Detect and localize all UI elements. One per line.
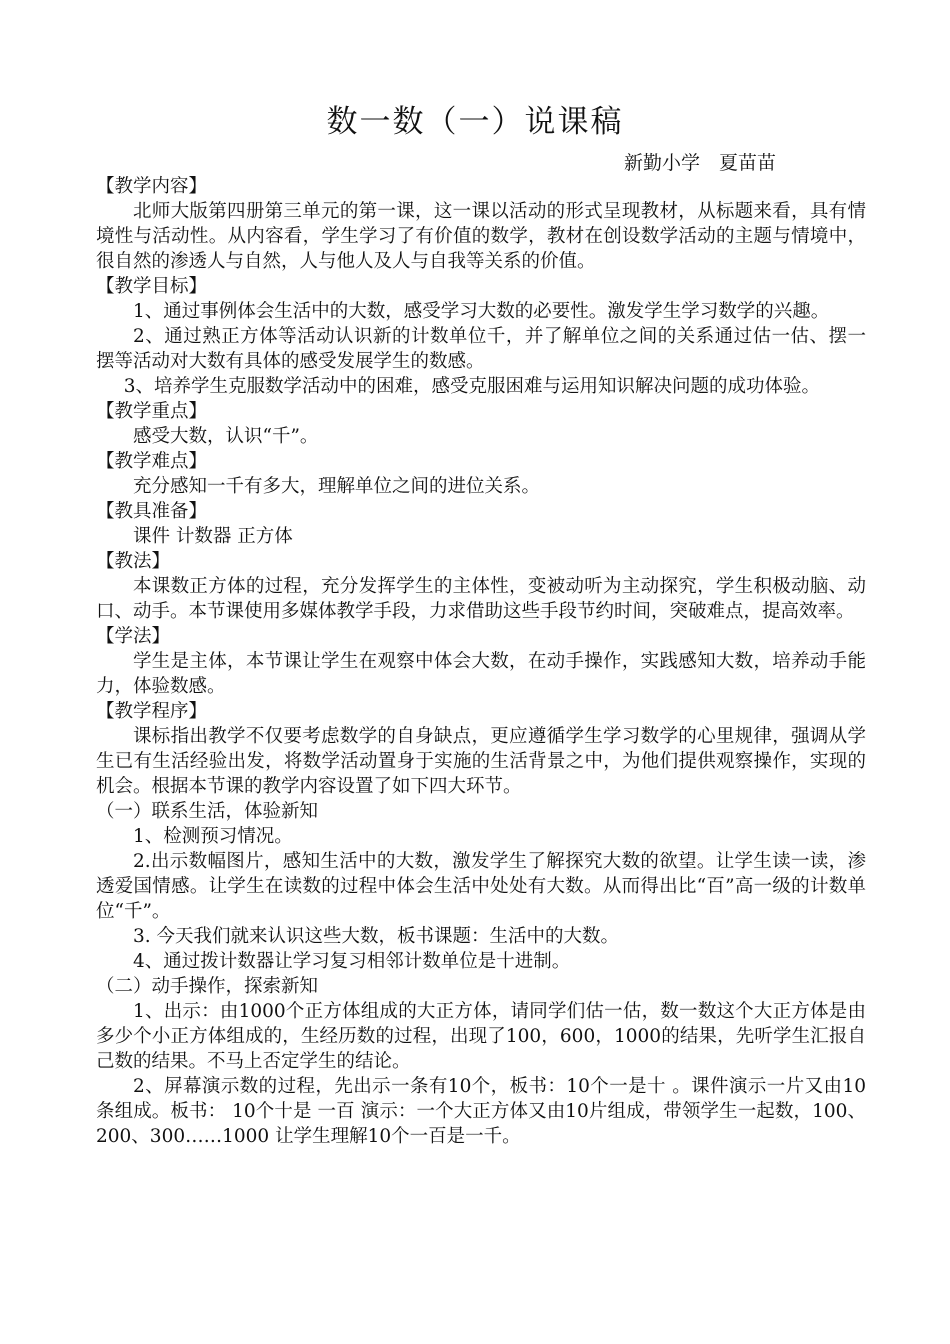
paragraph: 4、通过拨计数器让学习复习相邻计数单位是十进制。 [133,951,571,972]
paragraph: 北师大版第四册第三单元的第一课，这一课以活动的形式呈现教材，从标题来看，具有情境性与活动性。从内容看，学生学习了有价值的数学，教材在创设数学活动的主题与情境中，很自然的渗透人与自然，人与他人及人与自我等关系的价值。 [96,201,866,272]
paragraph: 2、屏幕演示数的过程，先出示一条有10个，板书：10个一是十 。课件演示一片又由10条组成。板书： 10个十是 一百 演示：一个大正方体又由10片组成，带领学生一起数，100、200、300……1000 让学生理解10个一百是一千。 [96,1076,866,1147]
paragraph: 2.出示数幅图片，感知生活中的大数，激发学生了解探究大数的欲望。让学生读一读，渗透爱国情感。让学生在读数的过程中体会生活中处处有大数。从而得出比“百”高一级的计数单位“千”。 [96,851,866,922]
paragraph: 2、通过熟正方体等活动认识新的计数单位千，并了解单位之间的关系通过估一估、摆一摆等活动对大数有具体的感受发展学生的数感。 [96,326,866,372]
paragraph: 感受大数，认识“千”。 [133,426,319,447]
subsection-heading: （一）联系生活，体验新知 [96,801,319,822]
paragraph: 1、通过事例体会生活中的大数，感受学习大数的必要性。激发学生学习数学的兴趣。 [133,301,830,322]
paragraph: 学生是主体，本节课让学生在观察中体会大数，在动手操作，实践感知大数，培养动手能力，体验数感。 [96,651,866,697]
paragraph: 课标指出教学不仅要考虑数学的自身缺点，更应遵循学生学习数学的心里规律，强调从学生已有生活经验出发，将数学活动置身于实施的生活背景之中，为他们提供观察操作，实现的机会。根据本节课的教学内容设置了如下四大环节。 [96,726,866,797]
paragraph: 充分感知一千有多大，理解单位之间的进位关系。 [133,476,541,497]
paragraph: 3. 今天我们就来认识这些大数，板书课题：生活中的大数。 [133,926,620,947]
author-line: 新勤小学 夏苗苗 [624,152,777,174]
subsection-heading: （二）动手操作，探索新知 [96,976,319,997]
paragraph: 1、出示：由1000个正方体组成的大正方体，请同学们估一估，数一数这个大正方体是由多少个小正方体组成的，生经历数的过程，出现了100，600，1000的结果，先听学生汇报自己数的结果。不马上否定学生的结论。 [96,1001,866,1072]
section-heading: 【教学难点】 [96,451,208,472]
section-heading: 【教具准备】 [96,501,208,522]
section-heading: 【教学目标】 [96,276,208,297]
paragraph: 1、检测预习情况。 [133,826,293,847]
paragraph: 本课数正方体的过程，充分发挥学生的主体性，变被动听为主动探究，学生积极动脑、动口、动手。本节课使用多媒体教学手段，力求借助这些手段节约时间，突破难点，提高效率。 [96,576,866,622]
section-heading: 【学法】 [96,626,171,647]
document-title: 数一数（一）说课稿 [326,104,624,140]
section-heading: 【教法】 [96,551,171,572]
section-heading: 【教学重点】 [96,401,208,422]
section-heading: 【教学程序】 [96,701,208,722]
paragraph: 课件 计数器 正方体 [133,526,293,547]
document-body [96,174,866,1149]
paragraph: 3、培养学生克服数学活动中的困难，感受克服困难与运用知识解决问题的成功体验。 [123,376,821,397]
section-heading: 【教学内容】 [96,176,208,197]
